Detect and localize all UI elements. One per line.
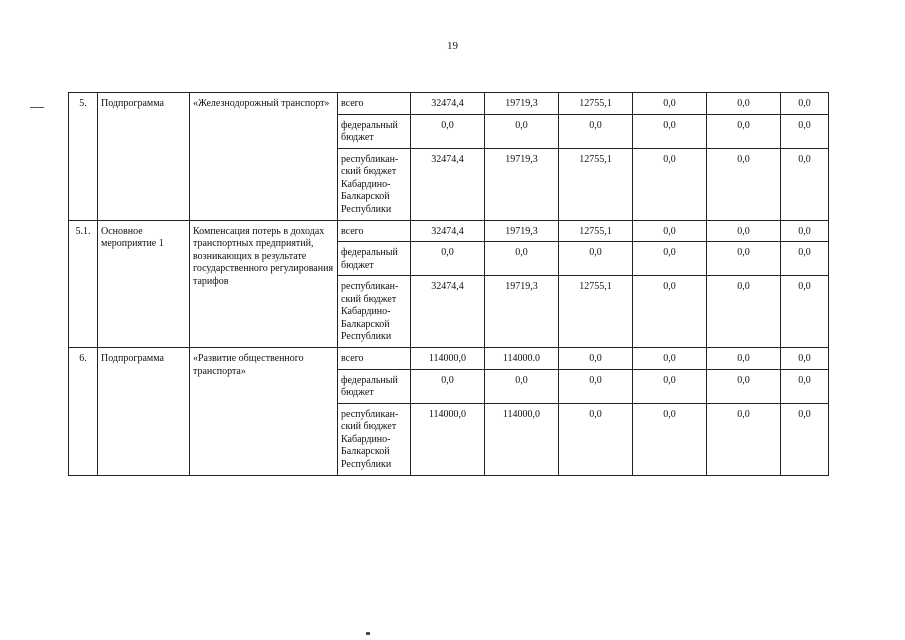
amount-cell: 0,0 <box>781 369 829 403</box>
budget-table <box>68 92 829 476</box>
amount-cell: 0,0 <box>707 242 781 276</box>
amount-cell: 0,0 <box>559 114 633 148</box>
amount-cell: 0,0 <box>485 369 559 403</box>
amount-cell: 0,0 <box>781 114 829 148</box>
amount-cell: 12755,1 <box>559 148 633 220</box>
budget-table-body <box>69 93 829 476</box>
funding-source: всего <box>338 220 411 242</box>
amount-cell: 32474,4 <box>411 148 485 220</box>
amount-cell: 0,0 <box>781 242 829 276</box>
row-number: 5.1. <box>69 220 98 348</box>
amount-cell: 0,0 <box>411 242 485 276</box>
amount-cell: 0,0 <box>559 348 633 370</box>
margin-mark <box>30 107 44 108</box>
funding-source: всего <box>338 348 411 370</box>
funding-source: всего <box>338 93 411 115</box>
funding-source: республикан-ский бюджет Кабардино-Балкарской Республики <box>338 148 411 220</box>
amount-cell: 114000,0 <box>485 403 559 475</box>
amount-cell: 114000,0 <box>411 348 485 370</box>
amount-cell: 0,0 <box>781 403 829 475</box>
funding-source: республикан-ский бюджет Кабардино-Балкарской Республики <box>338 403 411 475</box>
amount-cell: 0,0 <box>633 114 707 148</box>
amount-cell: 32474,4 <box>411 276 485 348</box>
table-row <box>69 220 829 242</box>
program-name: «Железнодорожный транспорт» <box>190 93 338 221</box>
program-name: Компенсация потерь в доходах транспортных предприятий, возникающих в результате государственного регулирования тарифов <box>190 220 338 348</box>
amount-cell: 0,0 <box>559 369 633 403</box>
amount-cell: 12755,1 <box>559 220 633 242</box>
funding-source: федеральный бюджет <box>338 114 411 148</box>
amount-cell: 0,0 <box>559 403 633 475</box>
amount-cell: 0,0 <box>633 348 707 370</box>
table-row <box>69 93 829 115</box>
row-number: 6. <box>69 348 98 476</box>
amount-cell: 0,0 <box>559 242 633 276</box>
amount-cell: 0,0 <box>633 276 707 348</box>
program-type: Подпрограмма <box>98 348 190 476</box>
amount-cell: 0,0 <box>781 276 829 348</box>
scan-artifact <box>366 632 370 635</box>
amount-cell: 32474,4 <box>411 220 485 242</box>
amount-cell: 0,0 <box>633 242 707 276</box>
amount-cell: 0,0 <box>633 148 707 220</box>
amount-cell: 0,0 <box>781 93 829 115</box>
program-type: Основное мероприятие 1 <box>98 220 190 348</box>
amount-cell: 0,0 <box>707 114 781 148</box>
program-type: Подпрограмма <box>98 93 190 221</box>
program-name: «Развитие общественного транспорта» <box>190 348 338 476</box>
amount-cell: 12755,1 <box>559 276 633 348</box>
amount-cell: 0,0 <box>633 220 707 242</box>
amount-cell: 0,0 <box>707 93 781 115</box>
amount-cell: 0,0 <box>707 220 781 242</box>
amount-cell: 0,0 <box>633 93 707 115</box>
amount-cell: 0,0 <box>633 369 707 403</box>
amount-cell: 0,0 <box>781 348 829 370</box>
amount-cell: 19719,3 <box>485 220 559 242</box>
amount-cell: 0,0 <box>411 114 485 148</box>
amount-cell: 19719,3 <box>485 276 559 348</box>
amount-cell: 0,0 <box>707 276 781 348</box>
funding-source: федеральный бюджет <box>338 242 411 276</box>
amount-cell: 114000.0 <box>485 348 559 370</box>
row-number: 5. <box>69 93 98 221</box>
amount-cell: 0,0 <box>707 148 781 220</box>
amount-cell: 12755,1 <box>559 93 633 115</box>
amount-cell: 0,0 <box>781 148 829 220</box>
funding-source: федеральный бюджет <box>338 369 411 403</box>
amount-cell: 0,0 <box>485 114 559 148</box>
amount-cell: 0,0 <box>781 220 829 242</box>
amount-cell: 19719,3 <box>485 148 559 220</box>
amount-cell: 32474,4 <box>411 93 485 115</box>
funding-source: республикан-ский бюджет Кабардино-Балкарской Республики <box>338 276 411 348</box>
table-row <box>69 348 829 370</box>
page-number: 19 <box>447 40 458 52</box>
amount-cell: 0,0 <box>707 348 781 370</box>
amount-cell: 19719,3 <box>485 93 559 115</box>
amount-cell: 0,0 <box>707 403 781 475</box>
amount-cell: 0,0 <box>485 242 559 276</box>
amount-cell: 0,0 <box>411 369 485 403</box>
amount-cell: 0,0 <box>633 403 707 475</box>
amount-cell: 0,0 <box>707 369 781 403</box>
amount-cell: 114000,0 <box>411 403 485 475</box>
